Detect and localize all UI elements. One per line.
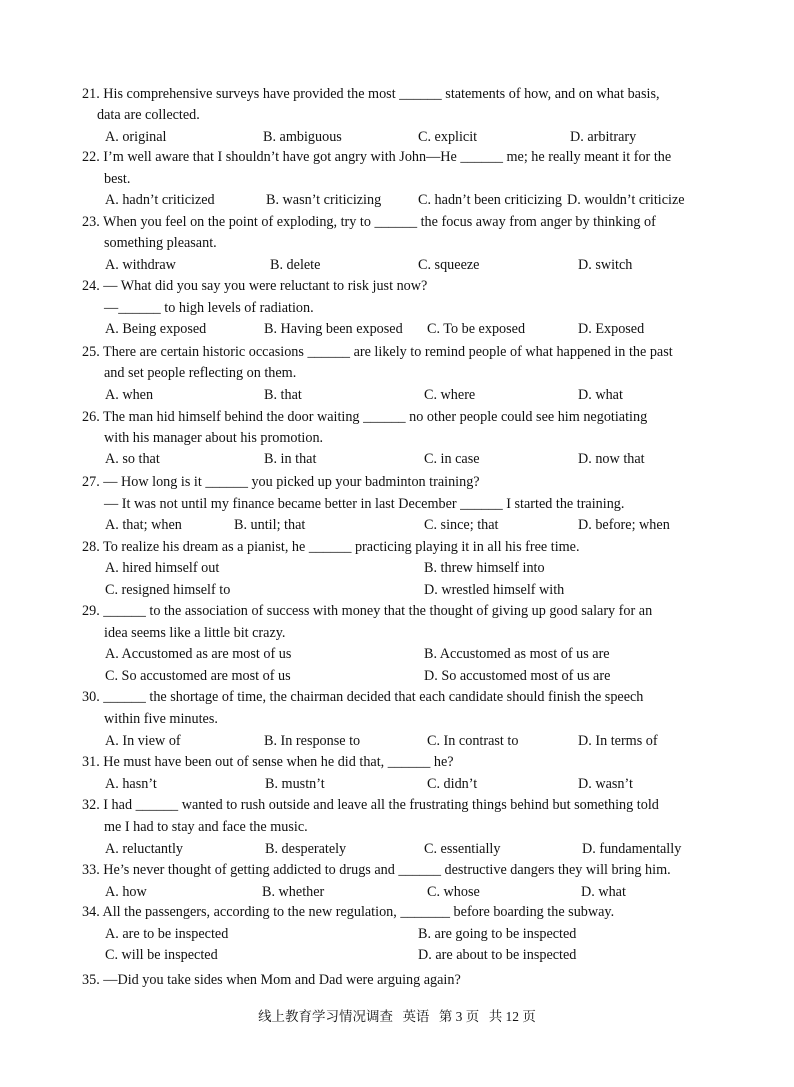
- question-text: data are collected.: [97, 107, 200, 123]
- question-text: 28. To realize his dream as a pianist, he ______ practicing playing it in all his free time.: [82, 539, 580, 555]
- option-b: B. desperately: [265, 841, 347, 857]
- option-a: A. hasn’t: [105, 776, 157, 792]
- option-a: A. so that: [105, 451, 160, 467]
- footer-page-number: 第 3 页: [438, 1009, 480, 1024]
- question-text: 33. He’s never thought of getting addicted to drugs and ______ destructive dangers they will bring him.: [82, 862, 671, 878]
- option-b: B. whether: [262, 884, 325, 900]
- option-b: B. that: [264, 387, 302, 403]
- option-c: C. since; that: [424, 517, 499, 533]
- option-a: A. Accustomed as are most of us: [105, 646, 292, 662]
- option-b: B. in that: [264, 451, 317, 467]
- option-c: C. resigned himself to: [105, 582, 231, 598]
- option-d: D. now that: [578, 451, 645, 467]
- question-text: 27. — How long is it ______ you picked up your badminton training?: [82, 474, 480, 490]
- option-d: D. before; when: [578, 517, 670, 533]
- question-text: 22. I’m well aware that I shouldn’t have got angry with John—He ______ me; he really meant it for the: [82, 149, 672, 165]
- option-c: C. whose: [427, 884, 480, 900]
- option-c: C. explicit: [418, 129, 478, 145]
- option-b: B. ambiguous: [263, 129, 342, 145]
- question-text: 34. All the passengers, according to the new regulation, _______ before boarding the subway.: [82, 904, 615, 920]
- option-a: A. are to be inspected: [105, 926, 229, 942]
- option-d: D. arbitrary: [570, 129, 637, 145]
- option-b: B. are going to be inspected: [418, 926, 577, 942]
- question-text: 30. ______ the shortage of time, the chairman decided that each candidate should finish the speech: [82, 689, 644, 705]
- option-b: B. until; that: [234, 517, 306, 533]
- option-c: C. didn’t: [427, 776, 478, 792]
- option-a: A. hired himself out: [105, 560, 220, 576]
- option-a: A. In view of: [105, 733, 181, 749]
- question-text: 26. The man hid himself behind the door waiting ______ no other people could see him negotiating: [82, 409, 648, 425]
- option-a: A. reluctantly: [105, 841, 184, 857]
- option-d: D. fundamentally: [582, 841, 682, 857]
- option-b: B. Accustomed as most of us are: [424, 646, 610, 662]
- question-text: something pleasant.: [104, 235, 217, 251]
- question-text: 25. There are certain historic occasions ______ are likely to remind people of what happened in the past: [82, 344, 673, 360]
- option-d: D. So accustomed most of us are: [424, 668, 611, 684]
- option-a: A. hadn’t criticized: [105, 192, 215, 208]
- option-b: B. mustn’t: [265, 776, 325, 792]
- option-b: B. threw himself into: [424, 560, 545, 576]
- question-text: me I had to stay and face the music.: [104, 819, 308, 835]
- option-c: C. will be inspected: [105, 947, 218, 963]
- question-text: —______ to high levels of radiation.: [104, 300, 314, 316]
- footer-survey-title: 线上教育学习情况调查: [258, 1009, 394, 1024]
- question-text: 35. —Did you take sides when Mom and Dad were arguing again?: [82, 972, 461, 988]
- question-text: and set people reflecting on them.: [104, 365, 297, 381]
- option-c: C. To be exposed: [427, 321, 526, 337]
- option-d: D. wouldn’t criticize: [567, 192, 685, 208]
- option-d: D. Exposed: [578, 321, 645, 337]
- option-c: C. where: [424, 387, 476, 403]
- question-text: 21. His comprehensive surveys have provided the most ______ statements of how, and on what basis,: [82, 86, 660, 102]
- option-a: A. Being exposed: [105, 321, 207, 337]
- option-c: C. So accustomed are most of us: [105, 668, 291, 684]
- option-a: A. when: [105, 387, 154, 403]
- question-text: best.: [104, 171, 131, 187]
- option-b: B. wasn’t criticizing: [266, 192, 382, 208]
- option-d: D. wrestled himself with: [424, 582, 565, 598]
- footer-subject: 英语: [402, 1009, 430, 1024]
- option-d: D. what: [581, 884, 626, 900]
- option-d: D. switch: [578, 257, 633, 273]
- question-text: idea seems like a little bit crazy.: [104, 625, 286, 641]
- option-c: C. In contrast to: [427, 733, 519, 749]
- question-text: — It was not until my finance became better in last December ______ I started the training.: [104, 496, 625, 512]
- option-d: D. In terms of: [578, 733, 658, 749]
- option-d: D. are about to be inspected: [418, 947, 577, 963]
- question-text: with his manager about his promotion.: [104, 430, 324, 446]
- footer-total-pages: 共 12 页: [488, 1009, 536, 1024]
- option-b: B. delete: [270, 257, 321, 273]
- option-d: D. wasn’t: [578, 776, 633, 792]
- option-a: A. that; when: [105, 517, 182, 533]
- option-b: B. In response to: [264, 733, 361, 749]
- question-text: 24. — What did you say you were reluctant to risk just now?: [82, 278, 428, 294]
- page-footer: [0, 1009, 794, 1025]
- question-text: 32. I had ______ wanted to rush outside and leave all the frustrating things behind but something told: [82, 797, 659, 813]
- option-c: C. squeeze: [418, 257, 480, 273]
- option-a: A. original: [105, 129, 167, 145]
- option-c: C. essentially: [424, 841, 501, 857]
- option-c: C. hadn’t been criticizing: [418, 192, 562, 208]
- option-c: C. in case: [424, 451, 480, 467]
- question-text: within five minutes.: [104, 711, 218, 727]
- option-a: A. withdraw: [105, 257, 176, 273]
- option-a: A. how: [105, 884, 147, 900]
- question-text: 31. He must have been out of sense when he did that, ______ he?: [82, 754, 454, 770]
- question-text: 23. When you feel on the point of exploding, try to ______ the focus away from anger by thinking of: [82, 214, 656, 230]
- question-text: 29. ______ to the association of success with money that the thought of giving up good salary for an: [82, 603, 653, 619]
- option-b: B. Having been exposed: [264, 321, 403, 337]
- option-d: D. what: [578, 387, 623, 403]
